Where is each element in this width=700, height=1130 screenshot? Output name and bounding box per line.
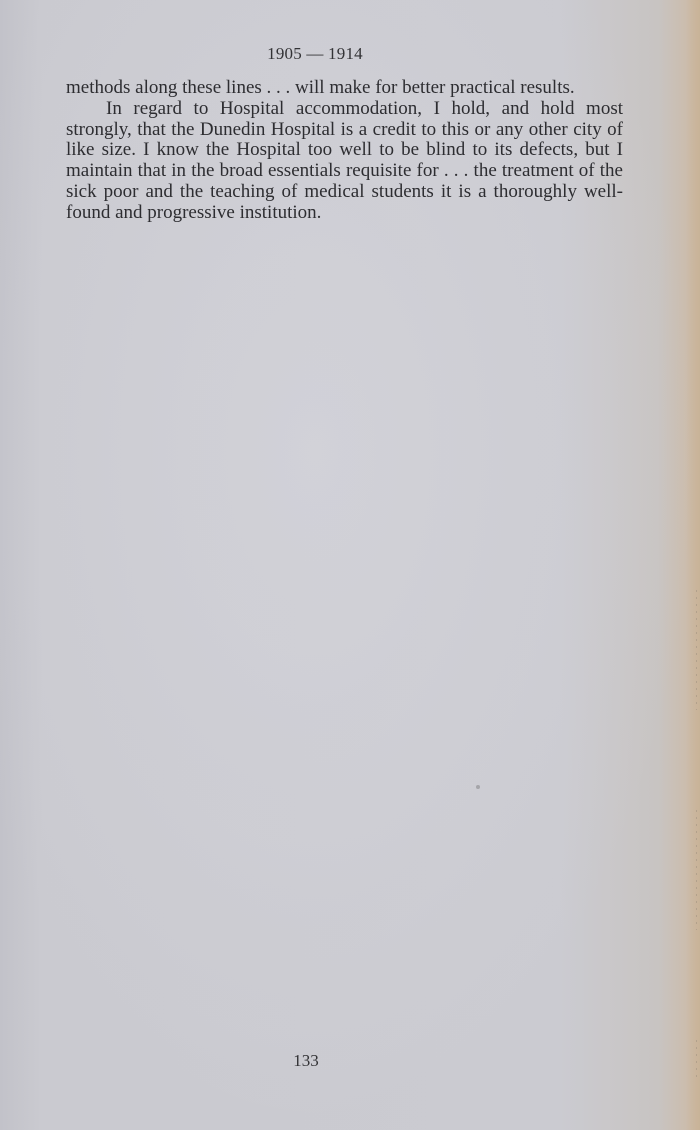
paper-speck (476, 785, 480, 789)
paragraph: In regard to Hospital accommodation, I hold, and hold most strongly, that the Dunedin Hospital is a credit to this or any other city of like size. I know the Hospital too well to be blind to its defects, but I maintain that in the broad essentials requisite for . . . the treatment of the sick poor and the teaching of medical students it is a thoroughly well-found and progressive institution. (66, 97, 623, 223)
page-edge-mark (696, 590, 697, 710)
page-edge-mark (696, 1040, 697, 1080)
running-head: 1905 — 1914 (267, 44, 363, 63)
page-edge-mark (696, 810, 697, 930)
body-text (66, 78, 623, 224)
paragraph-continuation: methods along these lines . . . will make for better practical results. (66, 77, 575, 98)
page-number: 133 (293, 1051, 319, 1070)
